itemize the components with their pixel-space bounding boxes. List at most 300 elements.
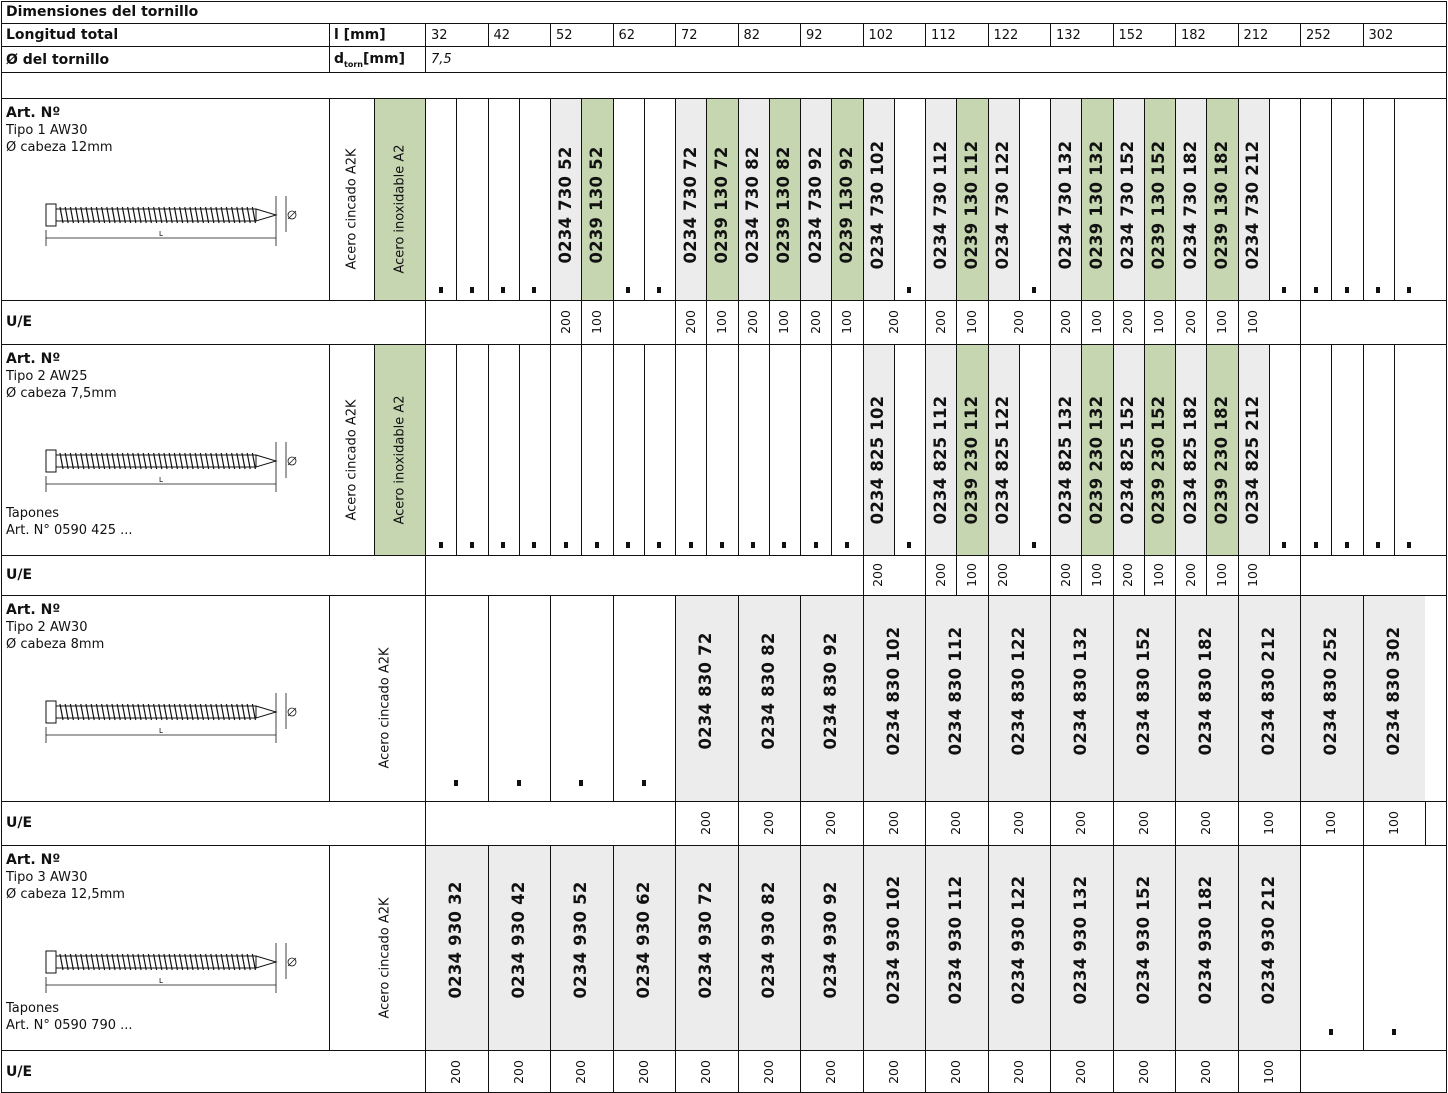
grid-line: [613, 595, 614, 801]
empty-marker: [751, 542, 755, 548]
article-number: 0239 130 152: [1149, 140, 1169, 270]
grid-line: [738, 801, 739, 845]
unit-d: d: [334, 51, 345, 67]
longitud-label: Longitud total: [6, 27, 119, 43]
article-number: 0234 730 102: [867, 140, 887, 270]
longitud-unit: l [mm]: [334, 27, 386, 43]
grid-line: [1238, 98, 1239, 300]
grid-line: [1300, 23, 1301, 46]
article-number: 0234 730 52: [555, 146, 575, 264]
grid-line: [1019, 98, 1020, 300]
grid-line: [488, 595, 489, 801]
ue-value: 200: [573, 1059, 588, 1084]
ue-value: 200: [1135, 1059, 1151, 1084]
grid-line: [800, 1050, 801, 1093]
unit-rest: [mm]: [363, 51, 405, 67]
empty-marker: [1032, 542, 1036, 548]
grid-line: [800, 300, 801, 344]
article-number: 0234 930 62: [633, 881, 653, 999]
article-number: 0234 830 302: [1383, 626, 1403, 756]
empty-marker: [532, 287, 536, 293]
grid-line: [613, 98, 614, 300]
grid-line: [1175, 801, 1176, 845]
grid-line: [1113, 801, 1114, 845]
grid-line: [1, 1050, 1446, 1051]
article-number: 0234 730 122: [992, 140, 1012, 270]
grid-line: [550, 845, 551, 1050]
grid-line: [488, 845, 489, 1050]
ue-value: 200: [885, 310, 901, 334]
grid-line: [1238, 1050, 1239, 1093]
article-number: 0234 930 122: [1008, 875, 1028, 1005]
grid-line: [488, 98, 489, 300]
grid-line: [1113, 595, 1114, 801]
grid-line: [988, 845, 989, 1050]
grid-line: [644, 344, 645, 555]
art-desc: Ø cabeza 8mm: [6, 637, 105, 652]
empty-marker: [501, 287, 505, 293]
art-desc: Ø cabeza 7,5mm: [6, 386, 117, 401]
grid-line: [1363, 98, 1364, 300]
article-number: 0234 825 182: [1180, 395, 1200, 525]
grid-line: [1206, 555, 1207, 595]
grid-line: [863, 344, 864, 555]
article-number: 0234 830 212: [1258, 626, 1278, 756]
empty-marker: [1345, 287, 1349, 293]
article-number: 0234 825 112: [930, 395, 950, 525]
diametro-unit: [334, 52, 405, 69]
tapones-label: Tapones: [6, 1001, 59, 1016]
empty-marker: [1282, 542, 1286, 548]
ue-value: 200: [932, 310, 948, 334]
grid-line: [1050, 1050, 1051, 1093]
length-value: 112: [931, 28, 956, 43]
article-number: 0234 830 152: [1133, 626, 1153, 756]
grid-line: [1050, 300, 1051, 344]
grid-line: [1269, 98, 1270, 300]
ue-value: 100: [1385, 811, 1401, 835]
grid-line: [925, 801, 926, 845]
article-number: 0234 830 132: [1071, 626, 1090, 756]
ue-value: 200: [1182, 563, 1198, 587]
grid-line: [706, 300, 707, 344]
article-number: 0239 230 132: [1086, 395, 1106, 525]
grid-line: [988, 300, 989, 344]
grid-line: [1175, 98, 1176, 300]
grid-line: [894, 344, 895, 555]
article-number: 0234 730 132: [1055, 140, 1075, 270]
article-number: 0239 130 52: [586, 146, 606, 264]
ue-label: U/E: [6, 815, 33, 831]
grid-line: [1238, 23, 1239, 46]
grid-line: [863, 555, 864, 595]
article-number: 0234 830 182: [1196, 626, 1215, 756]
ue-value: 200: [869, 563, 885, 587]
article-number: 0239 130 182: [1211, 140, 1231, 270]
grid-line: [925, 845, 926, 1050]
article-number: 0234 930 32: [446, 881, 465, 999]
grid-line: [1113, 845, 1114, 1050]
grid-line: [1019, 344, 1020, 555]
grid-line: [329, 845, 330, 1050]
grid-line: [1, 300, 1446, 301]
ue-value: 200: [885, 811, 901, 835]
ue-value: 200: [1182, 310, 1198, 334]
grid-line: [1363, 801, 1364, 845]
grid-line: [988, 595, 989, 801]
grid-line: [1, 1, 1446, 2]
grid-line: [1238, 344, 1239, 555]
svg-text:L: L: [159, 727, 163, 735]
grid-line: [863, 98, 864, 300]
article-number: 0234 930 82: [758, 881, 778, 999]
art-label: Art. Nº: [6, 852, 61, 868]
length-value: 302: [1368, 28, 1394, 43]
empty-marker: [1329, 1029, 1333, 1035]
grid-line: [1050, 845, 1051, 1050]
grid-line: [738, 595, 739, 801]
grid-line: [425, 98, 426, 300]
article-number: 0239 230 152: [1149, 395, 1169, 525]
ue-value: 100: [1260, 811, 1276, 835]
ue-value: 200: [1010, 310, 1026, 334]
grid-line: [925, 595, 926, 801]
ue-value: 100: [713, 310, 729, 334]
material-a2-label: Acero inoxidable A2: [392, 144, 407, 274]
grid-line: [925, 98, 926, 300]
empty-marker: [1392, 1029, 1396, 1035]
grid-line: [1331, 98, 1332, 300]
empty-marker: [657, 287, 661, 293]
grid-line: [863, 845, 864, 1050]
ue-value: 200: [1119, 310, 1135, 334]
ue-value: 200: [885, 1059, 901, 1084]
ue-value: 100: [1323, 811, 1338, 835]
grid-line: [1175, 344, 1176, 555]
article-number: 0239 130 72: [711, 146, 731, 264]
material-a2-label: Acero inoxidable A2: [392, 394, 407, 525]
grid-line: [1363, 23, 1364, 46]
grid-line: [1238, 801, 1239, 845]
grid-line: [1175, 845, 1176, 1050]
grid-line: [613, 23, 614, 46]
art-desc: Tipo 2 AW30: [6, 620, 88, 635]
grid-line: [1, 23, 1446, 24]
grid-line: [675, 23, 676, 46]
grid-line: [800, 845, 801, 1050]
grid-line: [925, 1050, 926, 1093]
grid-line: [519, 98, 520, 300]
grid-line: [769, 98, 770, 300]
grid-line: [1050, 98, 1051, 300]
grid-line: [956, 98, 957, 300]
grid-line: [831, 300, 832, 344]
grid-line: [1300, 845, 1301, 1050]
ue-value: 200: [1010, 811, 1026, 835]
ue-value: 100: [1213, 563, 1229, 587]
length-value: 102: [868, 28, 894, 43]
empty-marker: [626, 542, 630, 548]
empty-marker: [907, 287, 911, 293]
art-desc: Tipo 3 AW30: [6, 870, 88, 885]
length-value: 32: [431, 28, 448, 43]
grid-line: [675, 801, 676, 845]
grid-line: [1300, 300, 1301, 344]
grid-line: [1050, 344, 1051, 555]
grid-line: [1300, 801, 1301, 845]
ue-value: 200: [1073, 1059, 1088, 1084]
article-number: 0234 730 212: [1242, 140, 1262, 270]
grid-line: [613, 845, 614, 1050]
ue-value: 200: [698, 1059, 713, 1084]
article-number: 0234 730 82: [742, 146, 762, 264]
grid-line: [831, 344, 832, 555]
empty-marker: [1407, 287, 1411, 293]
grid-line: [925, 23, 926, 46]
grid-line: [800, 23, 801, 46]
empty-marker: [907, 542, 911, 548]
grid-line: [581, 344, 582, 555]
grid-line: [1175, 555, 1176, 595]
empty-marker: [564, 542, 568, 548]
article-number: 0234 730 112: [930, 140, 950, 270]
length-value: 132: [1056, 28, 1081, 43]
empty-marker: [439, 287, 443, 293]
grid-line: [329, 344, 330, 555]
grid-line: [425, 845, 426, 1050]
empty-marker: [579, 780, 583, 786]
grid-line: [1206, 344, 1207, 555]
ue-value: 100: [838, 310, 854, 334]
material-a2k-label: Acero cincado A2K: [377, 896, 393, 1019]
grid-line: [1113, 1050, 1114, 1093]
empty-marker: [689, 542, 693, 548]
ue-value: 200: [760, 811, 776, 835]
article-number: 0234 930 72: [696, 881, 715, 999]
article-number: 0239 230 112: [961, 395, 981, 525]
grid-line: [1300, 1050, 1301, 1093]
art-desc: Tipo 1 AW30: [6, 123, 88, 138]
grid-line: [1446, 1, 1447, 1093]
article-number: 0234 930 42: [508, 881, 528, 999]
grid-line: [988, 344, 989, 555]
grid-line: [1238, 845, 1239, 1050]
ue-label: U/E: [6, 567, 33, 583]
ue-label: U/E: [6, 1063, 33, 1080]
diametro-label: Ø del tornillo: [6, 52, 110, 68]
ue-value: 200: [448, 1059, 463, 1084]
grid-line: [1, 1, 2, 1093]
ue-value: 200: [823, 1059, 838, 1084]
grid-line: [925, 300, 926, 344]
grid-line: [1113, 98, 1114, 300]
length-value: 72: [681, 28, 698, 43]
ue-value: 200: [948, 811, 963, 835]
grid-line: [1238, 300, 1239, 344]
grid-line: [581, 300, 582, 344]
grid-line: [1425, 801, 1426, 845]
grid-line: [1394, 344, 1395, 555]
empty-marker: [782, 542, 786, 548]
grid-line: [800, 344, 801, 555]
grid-line: [1050, 555, 1051, 595]
ue-value: 200: [807, 310, 823, 334]
ue-label: U/E: [6, 314, 33, 330]
article-number: 0239 130 92: [836, 146, 856, 264]
grid-line: [550, 344, 551, 555]
grid-line: [425, 344, 426, 555]
grid-line: [1, 801, 1446, 802]
ue-value: 100: [776, 310, 792, 334]
article-number: 0239 130 132: [1086, 140, 1106, 270]
empty-marker: [532, 542, 536, 548]
grid-line: [988, 555, 989, 595]
grid-line: [675, 98, 676, 300]
article-number: 0234 930 92: [821, 881, 840, 999]
ue-value: 200: [557, 310, 573, 334]
ue-value: 200: [994, 563, 1010, 587]
ue-value: 100: [963, 563, 979, 587]
grid-line: [1144, 300, 1145, 344]
grid-line: [738, 344, 739, 555]
grid-line: [329, 98, 330, 300]
grid-line: [738, 845, 739, 1050]
grid-line: [644, 98, 645, 300]
empty-marker: [1376, 287, 1380, 293]
svg-text:L: L: [159, 977, 163, 985]
empty-marker: [720, 542, 724, 548]
grid-line: [550, 300, 551, 344]
ue-value: 100: [1151, 563, 1167, 587]
tapones-label: Art. N° 0590 790 ...: [6, 1018, 133, 1033]
article-number: 0234 830 102: [883, 626, 903, 756]
ue-value: 200: [948, 1059, 963, 1084]
grid-line: [956, 300, 957, 344]
grid-line: [1081, 300, 1082, 344]
grid-line: [831, 98, 832, 300]
grid-line: [1144, 344, 1145, 555]
article-number: 0234 930 152: [1133, 875, 1153, 1005]
grid-line: [738, 1050, 739, 1093]
article-number: 0239 130 82: [774, 146, 794, 264]
grid-line: [613, 300, 614, 344]
grid-line: [329, 595, 330, 801]
grid-line: [1206, 300, 1207, 344]
ue-value: 100: [1244, 563, 1260, 587]
empty-marker: [626, 287, 630, 293]
screw-drawing-icon: [40, 923, 310, 1003]
grid-line: [1113, 344, 1114, 555]
length-value: 252: [1306, 28, 1331, 43]
grid-line: [488, 1050, 489, 1093]
grid-line: [613, 1050, 614, 1093]
empty-marker: [439, 542, 443, 548]
empty-marker: [517, 780, 521, 786]
length-value: 212: [1243, 28, 1269, 43]
grid-line: [456, 98, 457, 300]
ue-value: 200: [1198, 1059, 1213, 1084]
article-number: 0239 130 112: [961, 140, 981, 270]
article-number: 0234 930 182: [1196, 875, 1215, 1005]
grid-line: [1300, 98, 1301, 300]
grid-line: [1050, 23, 1051, 46]
grid-line: [1050, 595, 1051, 801]
grid-line: [1144, 98, 1145, 300]
grid-line: [1300, 595, 1301, 801]
article-number: 0239 230 182: [1211, 395, 1231, 525]
article-number: 0234 730 152: [1117, 140, 1137, 270]
grid-line: [550, 98, 551, 300]
grid-line: [675, 300, 676, 344]
grid-line: [1144, 555, 1145, 595]
grid-line: [675, 1050, 676, 1093]
svg-text:L: L: [159, 476, 163, 484]
grid-line: [374, 98, 375, 300]
grid-line: [1363, 845, 1364, 1050]
grid-line: [675, 344, 676, 555]
article-number: 0234 930 212: [1258, 875, 1278, 1005]
grid-line: [1113, 555, 1114, 595]
grid-line: [738, 300, 739, 344]
ue-value: 200: [1010, 1059, 1026, 1084]
grid-line: [863, 23, 864, 46]
svg-text:L: L: [159, 230, 163, 238]
grid-line: [956, 344, 957, 555]
grid-line: [1238, 595, 1239, 801]
empty-marker: [470, 542, 474, 548]
length-value: 52: [556, 28, 573, 43]
grid-line: [550, 595, 551, 801]
empty-marker: [1345, 542, 1349, 548]
grid-line: [1300, 555, 1301, 595]
article-number: 0234 930 132: [1071, 875, 1090, 1005]
grid-line: [1175, 23, 1176, 46]
ue-value: 100: [1088, 563, 1104, 587]
ue-value: 100: [1260, 1059, 1276, 1084]
art-label: Art. Nº: [6, 602, 61, 618]
length-value: 92: [806, 28, 823, 43]
grid-line: [863, 801, 864, 845]
grid-line: [1363, 595, 1364, 801]
grid-line: [425, 1050, 426, 1093]
empty-marker: [454, 780, 458, 786]
art-desc: Ø cabeza 12,5mm: [6, 887, 125, 902]
art-label: Art. Nº: [6, 351, 61, 367]
grid-line: [1113, 23, 1114, 46]
article-number: 0234 830 112: [946, 626, 965, 756]
article-number: 0234 830 82: [758, 632, 778, 750]
empty-marker: [814, 542, 818, 548]
article-number: 0234 730 72: [680, 146, 700, 264]
grid-line: [1206, 98, 1207, 300]
grid-line: [738, 98, 739, 300]
empty-marker: [1314, 542, 1318, 548]
grid-line: [925, 555, 926, 595]
empty-marker: [1282, 287, 1286, 293]
art-label: Art. Nº: [6, 105, 61, 121]
grid-line: [800, 595, 801, 801]
grid-line: [925, 344, 926, 555]
ue-value: 100: [1151, 310, 1167, 334]
empty-marker: [1376, 542, 1380, 548]
grid-line: [800, 98, 801, 300]
ue-value: 200: [823, 811, 838, 835]
ue-value: 200: [760, 1059, 776, 1084]
article-number: 0234 930 52: [571, 881, 590, 999]
grid-line: [800, 801, 801, 845]
ue-value: 100: [588, 310, 604, 334]
grid-line: [425, 595, 426, 801]
